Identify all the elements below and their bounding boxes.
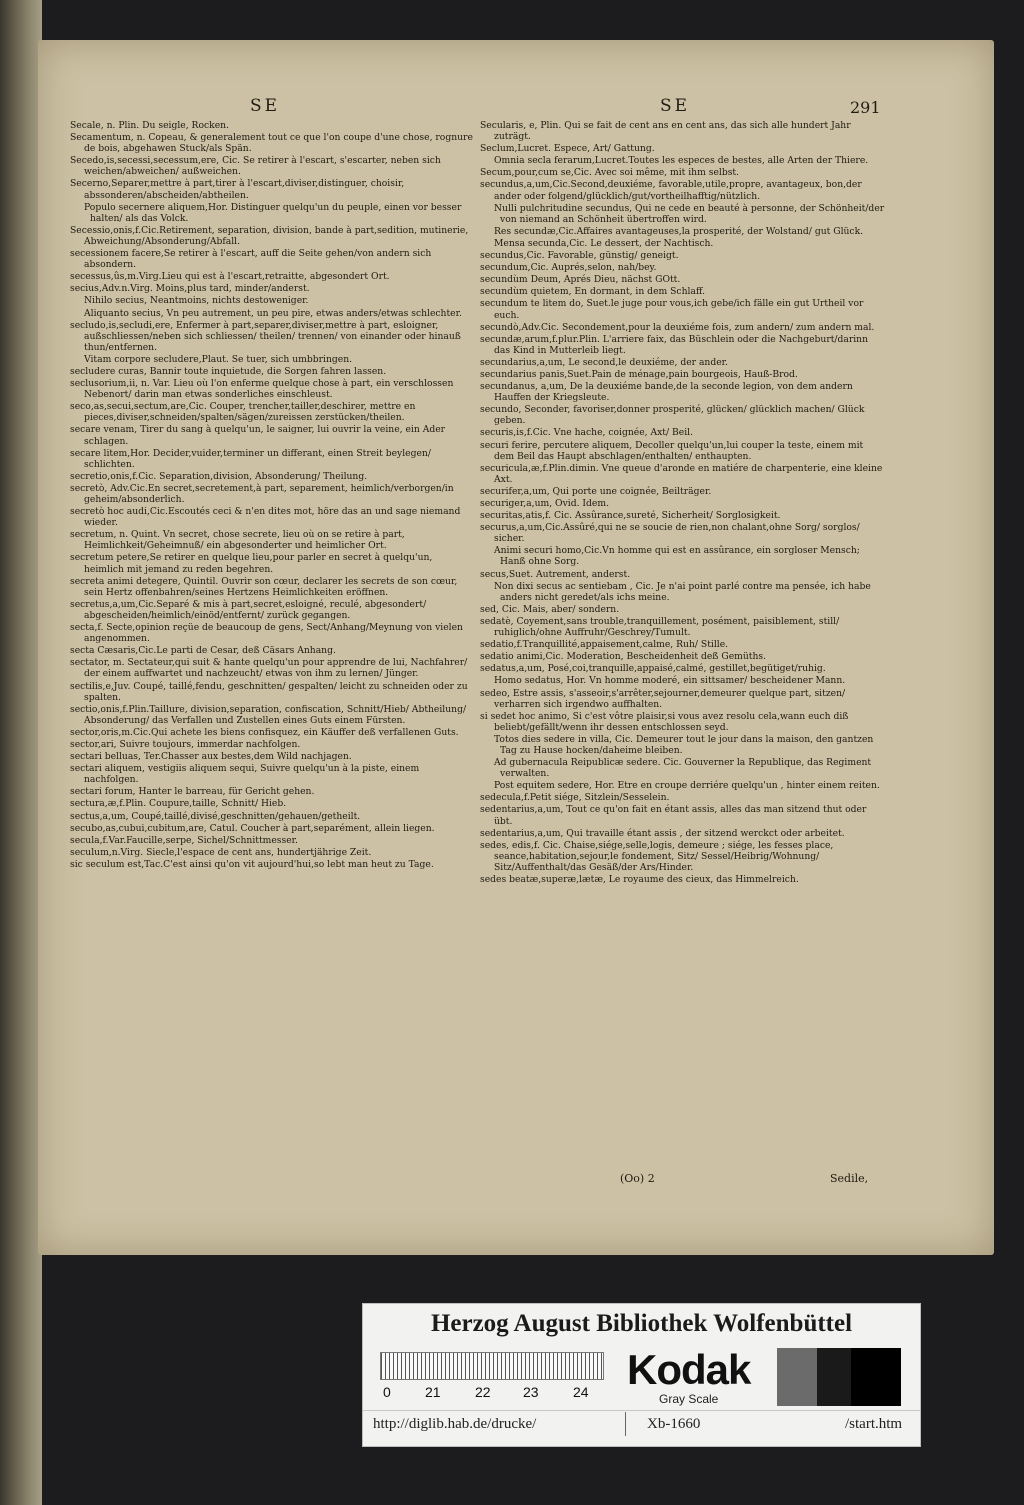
dictionary-entry: secundæ,arum,f.plur.Plin. L'arriere faix, das Büschlein oder die Nachgeburt/darinn das Kind in Mutterleib liegt. [480,333,869,356]
dictionary-entry: secare venam, Tirer du sang à quelqu'un, le saigner, lui ouvrir la veine, ein Ader schlagen. [70,424,446,447]
dictionary-entry: Nulli pulchritudine secundus, Qui ne cede en beauté à personne, der Schönheit/der von niemand an Schönheit übertroffen wird. [494,202,885,225]
ruler-label: 23 [523,1384,539,1400]
dictionary-entry: secreta animi detegere, Quintil. Ouvrir son cœur, declarer les secrets de son cœur, sein Hertz offenbahren/seines Hertzens Heimlichkeiten eröffnen. [70,575,458,598]
page-footer [480,1172,880,1188]
dictionary-entry: securiger,a,um, Ovid. Idem. [480,498,609,509]
dictionary-entry: sedeo, Estre assis, s'asseoir,s'arrêter,sejourner,demeurer quelque part, sitzen/ verharren sich irgendwo auffhalten. [480,687,846,710]
dictionary-entry: secundarius panis,Suet.Pain de ménage,pain bourgeois, Hauß-Brod. [480,368,798,380]
dictionary-entry: Animi securi homo,Cic.Vn homme qui est en assûrance, ein sorgloser Mensch; Hanß ohne Sorg. [494,545,860,568]
dictionary-entry: securifer,a,um, Qui porte une coignée, Beilträger. [480,485,712,497]
dictionary-entry: sedes beatæ,superæ,lætæ, Le royaume des cieux, das Himmelreich. [480,874,799,885]
dictionary-entry: sedentarius,a,um, Tout ce qu'on fait en étant assis, alles das man sitzend thut oder übt. [480,804,867,827]
dictionary-entry: secludo,is,secludi,ere, Enfermer à part,separer,diviser,mettre à part, esloigner, außschliessen/neben sich schliessen/ theilen/ trennen/ von einander oder hinauß thun/entfernen. [70,319,461,353]
measurement-ruler [380,1352,604,1380]
dictionary-entry: sedes, edis,f. Cic. Chaise,siége,selle,logis, demeure ; siége, les fesses place, seance,habitation,sejour,le fondement, Sitz/ Sessel/Heibrig/Wohnung/ Sitz/Auffenthalt/das Gesäß/der Ars/Hinder. [480,839,834,873]
dictionary-entry: secundarius,a,um, Le second,le deuxiéme, der ander. [480,356,728,368]
dictionary-entry: Totos dies sedere in villa, Cic. Demeurer tout le jour dans la maison, den gantzen Tag zu Hause hocken/daheime bleiben. [494,733,874,756]
dictionary-entry: Secale, n. Plin. Du seigle, Rocken. [70,120,229,131]
dictionary-entry: sectus,a,um, Coupé,taillé,divisé,geschnitten/gehauen/getheilt. [70,810,361,822]
dictionary-entry: secta,f. Secte,opinion reçüe de beaucoup de gens, Sect/Anhang/Meynung von vielen angenommen. [70,622,463,645]
library-target-card [362,1303,921,1447]
shelfmark: Xb-1660 [647,1416,701,1432]
dictionary-entry: secretò hoc audi,Cic.Escoutés ceci & n'en dites mot, höre das an und sage niemand wieder. [70,506,461,529]
dictionary-entry: secludere curas, Bannir toute inquietude, die Sorgen fahren lassen. [70,365,387,377]
running-head-right: SE [660,96,691,116]
dictionary-entry: securi ferire, percutere aliquem, Decoller quelqu'un,lui couper la teste, einem mit dem Beil das Haupt abschlagen/enthalten/ enthaupten. [480,439,864,462]
dictionary-entry: securitas,atis,f. Cic. Assûrance,sureté, Sicherheit/ Sorglosigkeit. [480,510,781,522]
dictionary-entry: sectari aliquem, vestigiis aliquem sequi, Suivre quelqu'un à la piste, einem nachfolgen. [70,763,420,786]
gray-patch [777,1348,817,1406]
signature-mark: (Oo) 2 [620,1172,655,1185]
dictionary-entry: Secedo,is,secessi,secessum,ere, Cic. Se retirer à l'escart, s'escarter, neben sich weichen/abweichen/ außweichen. [70,155,441,178]
dictionary-entry: securicula,æ,f.Plin.dimin. Vne queue d'aronde en matiére de charpenterie, eine kleine Axt. [480,462,883,485]
ruler-labels [375,1384,615,1400]
dictionary-entry: secundum te litem do, Suet.le juge pour vous,ich gebe/ich fälle ein gut Urtheil vor euch. [480,298,864,321]
dictionary-entry: Omnia secla ferarum,Lucret.Toutes les especes de bestes, alle Arten der Thiere. [494,155,869,167]
dictionary-entry: secessus,ûs,m.Virg.Lieu qui est à l'escart,retraitte, abgesondert Ort. [70,271,390,283]
dictionary-entry: Homo sedatus, Hor. Vn homme moderé, ein sittsamer/ bescheidener Mann. [494,675,846,687]
dictionary-entry: sector,ari, Suivre toujours, immerdar nachfolgen. [70,738,301,750]
dictionary-entry: Secularis, e, Plin. Qui se fait de cent ans en cent ans, das sich alle hundert Jahr zuträgt. [480,120,851,143]
dictionary-entry: sed, Cic. Mais, aber/ sondern. [480,603,620,615]
library-title: Herzog August Bibliothek Wolfenbüttel [430,1310,853,1337]
divider [625,1412,626,1436]
dictionary-entry: Res secundæ,Cic.Affaires avantageuses,la prosperité, der Wolstand/ gut Glück. [494,225,864,237]
dictionary-entry: sectator, m. Sectateur,qui suit & hante quelqu'un pour apprendre de lui, Nachfahrer/ der einem auffwartet und nachzeucht/ etwas von ihm zu lernen/ Jünger. [70,657,468,680]
kodak-logo: Kodak [627,1346,751,1393]
dictionary-entry: Aliquanto secius, Vn peu autrement, un peu pire, etwas anders/etwas schlechter. [84,307,462,319]
dictionary-entry: secundum,Cic. Auprés,selon, nah/bey. [480,262,657,274]
dictionary-entry: secretio,onis,f.Cic. Separation,division, Absonderung/ Theilung. [70,470,368,482]
dictionary-entry: Secum,pour,cum se,Cic. Avec soi même, mit ihm selbst. [480,167,740,179]
dictionary-entry: sedatio animi,Cic. Moderation, Bescheidenheit deß Gemüths. [480,651,767,663]
dictionary-entry: Secamentum, n. Copeau, & generalement tout ce que l'on coupe d'une chose, rognure de bois, abgehawen Stuck/als Spän. [70,132,473,155]
dark-patch [817,1348,851,1406]
dictionary-entry: seco,as,secui,sectum,are,Cic. Couper, trencher,tailler,deschirer, mettre en pieces,diviser,schneiden/spalten/sägen/zureissen zerstücken/theilen. [70,401,416,424]
library-url[interactable]: http://diglib.hab.de/drucke/ [373,1416,537,1432]
dictionary-entry: secula,f.Var.Faucille,serpe, Sichel/Schnittmesser. [70,834,298,846]
dictionary-entry: sectilis,e,Juv. Coupé, taillé,fendu, geschnitten/ gespalten/ leicht zu schneiden oder zu spalten. [70,680,468,703]
book-binding-edge [0,0,42,1505]
dictionary-entry: Populo secernere aliquem,Hor. Distinguer quelqu'un du peuple, einen vor besser halten/ als das Volck. [84,201,462,224]
dictionary-entry: sedentarius,a,um, Qui travaille étant assis , der sitzend werckct oder arbeitet. [480,827,845,839]
gray-scale-label: Gray Scale [659,1392,719,1406]
dictionary-entry: Non dixi secus ac sentiebam , Cic. Je n'ai point parlé contre ma pensée, ich habe anders nicht geredet/als ichs meine. [494,580,871,603]
dictionary-entry: sectari forum, Hanter le barreau, für Gericht gehen. [70,786,315,798]
dictionary-entry: Mensa secunda,Cic. Le dessert, der Nachtisch. [494,237,714,249]
start-page-link[interactable]: /start.htm [845,1416,903,1432]
dictionary-entry: secundus,a,um,Cic.Second,deuxiéme, favorable,utile,propre, avantageux, bon,der ander oder folgend/glücklich/gut/vortheilhafftig/nützlich. [480,179,862,202]
dictionary-entry: sector,oris,m.Cic.Qui achete les biens confisquez, ein Käuffer deß verfallenen Guts. [70,726,459,738]
page-header [60,96,890,122]
left-column [70,120,475,871]
dictionary-entry: secubo,as,cubui,cubitum,are, Catul. Coucher à part,separément, allein liegen. [70,822,435,834]
dictionary-entry: secta Cæsaris,Cic.Le parti de Cesar, deß Cäsars Anhang. [70,645,336,657]
dictionary-entry: secundo, Seconder, favoriser,donner prosperité, glücken/ glücklich machen/ Glück geben. [480,404,865,427]
dictionary-entry: secundùm Deum, Aprés Dieu, nächst GOtt. [480,274,681,286]
dictionary-entry: securus,a,um,Cic.Assûré,qui ne se soucie de rien,non chalant,ohne Sorg/ sorglos/ sicher. [480,522,860,545]
right-column [480,120,885,886]
dictionary-entry: secundùm quietem, En dormant, in dem Schlaff. [480,286,706,298]
dictionary-entry: sectari belluas, Ter.Chasser aux bestes,dem Wild nachjagen. [70,751,352,763]
dictionary-entry: secretus,a,um,Cic.Separé & mis à part,secret,esloigné, reculé, abgesondert/ abgescheiden/heimlich/einöd/entfernt/ zurück gegangen. [70,598,427,621]
dictionary-entry: secundus,Cic. Favorable, günstig/ geneigt. [480,250,679,262]
dictionary-entry: seculum,n.Virg. Siecle,l'espace de cent ans, hundertjährige Zeit. [70,846,372,858]
dictionary-entry: sectio,onis,f.Plin.Taillure, division,separation, confiscation, Schnitt/Hieb/ Abtheilung/ Absonderung/ das Verfallen und Zustellen eines Guts einem Fürsten. [70,703,467,726]
dictionary-entry: seclusorium,ii, n. Var. Lieu où l'on enferme quelque chose à part, ein verschlossen Nebenort/ darin man etwas sonderliches einschleust. [70,378,454,401]
dictionary-entry: secretò, Adv.Cic.En secret,secretement,à part, separement, heimlich/verborgen/in geheim/absonderlich. [70,482,454,505]
dictionary-entry: secretum, n. Quint. Vn secret, chose secrete, lieu où on se retire à part, Heimlichkeit/Geheimnuß/ ein abgesonderter und heimlicher Ort. [70,529,405,552]
ruler-label: 0 [383,1384,391,1400]
dictionary-entry: secundò,Adv.Cic. Secondement,pour la deuxiéme fois, zum andern/ zum andern mal. [480,321,875,333]
dictionary-entry: secretum petere,Se retirer en quelque lieu,pour parler en secret à quelqu'un, heimlich mit jemand zu reden begehren. [70,552,433,575]
dictionary-entry: Vitam corpore secludere,Plaut. Se tuer, sich umbbringen. [84,353,353,365]
running-head-left: SE [250,96,281,116]
dictionary-entry: Secessio,onis,f.Cic.Retirement, separation, division, bande à part,sedition, mutinerie, Abweichung/Absonderung/Abfall. [70,224,469,247]
catchword: Sedile, [830,1172,869,1185]
dictionary-entry: sectura,æ,f.Plin. Coupure,taille, Schnitt/ Hieb. [70,798,287,810]
dictionary-entry: securis,is,f.Cic. Vne hache, coignée, Axt/ Beil. [480,427,693,439]
divider [363,1410,920,1411]
dictionary-entry: secundanus, a,um, De la deuxiéme bande,de la seconde legion, von dem andern Hauffen der Kriegsleute. [480,381,853,404]
dictionary-entry: secus,Suet. Autrement, anderst. [480,568,631,580]
dictionary-entry: secare litem,Hor. Decider,vuider,terminer un differant, einen Streit beylegen/ schlichten. [70,447,431,470]
dictionary-entry: sedatè, Coyement,sans trouble,tranquillement, posément, paisiblement, still/ ruhiglich/ohne Auffruhr/Geschrey/Tumult. [480,615,840,639]
ruler-label: 21 [425,1384,441,1400]
dictionary-entry: Nihilo secius, Neantmoins, nichts destoweniger. [84,295,309,307]
dictionary-entry: secessionem facere,Se retirer à l'escart, auff die Seite gehen/von andern sich absondern. [70,248,432,271]
dictionary-entry: Seclum,Lucret. Espece, Art/ Gattung. [480,143,655,155]
dictionary-entry: sedatus,a,um, Posé,coi,tranquille,appaisé,calmé, gestillet,begütiget/ruhig. [480,663,826,675]
dictionary-entry: Secerno,Separer,mettre à part,tirer à l'escart,diviser,distinguer, choisir, abssonderen/abscheiden/abtheilen. [70,178,405,201]
dictionary-entry: secius,Adv.n.Virg. Moins,plus tard, minder/anderst. [70,283,310,295]
page-number: 291 [850,98,881,117]
ruler-label: 24 [573,1384,589,1400]
dictionary-entry: sedecula,f.Petit siége, Sitzlein/Sesselein. [480,792,670,804]
dictionary-entry: si sedet hoc animo, Si c'est vôtre plaisir,si vous avez resolu cela,wann euch diß beliebt/gefällt/wenn ihr dessen entschlossen seyd. [480,710,849,733]
dictionary-entry: Post equitem sedere, Hor. Etre en croupe derriére quelqu'un , hinter einem reiten. [494,780,880,792]
dictionary-entry: sic seculum est,Tac.C'est ainsi qu'on vit aujourd'hui,so lebt man heut zu Tage. [70,858,434,870]
dictionary-entry: Ad gubernacula Reipublicæ sedere. Cic. Gouverner la Republique, das Regiment verwalten. [494,757,872,780]
dictionary-entry: sedatio,f.Tranquillité,appaisement,calme, Ruh/ Stille. [480,639,729,651]
ruler-label: 22 [475,1384,491,1400]
black-patch [851,1348,901,1406]
